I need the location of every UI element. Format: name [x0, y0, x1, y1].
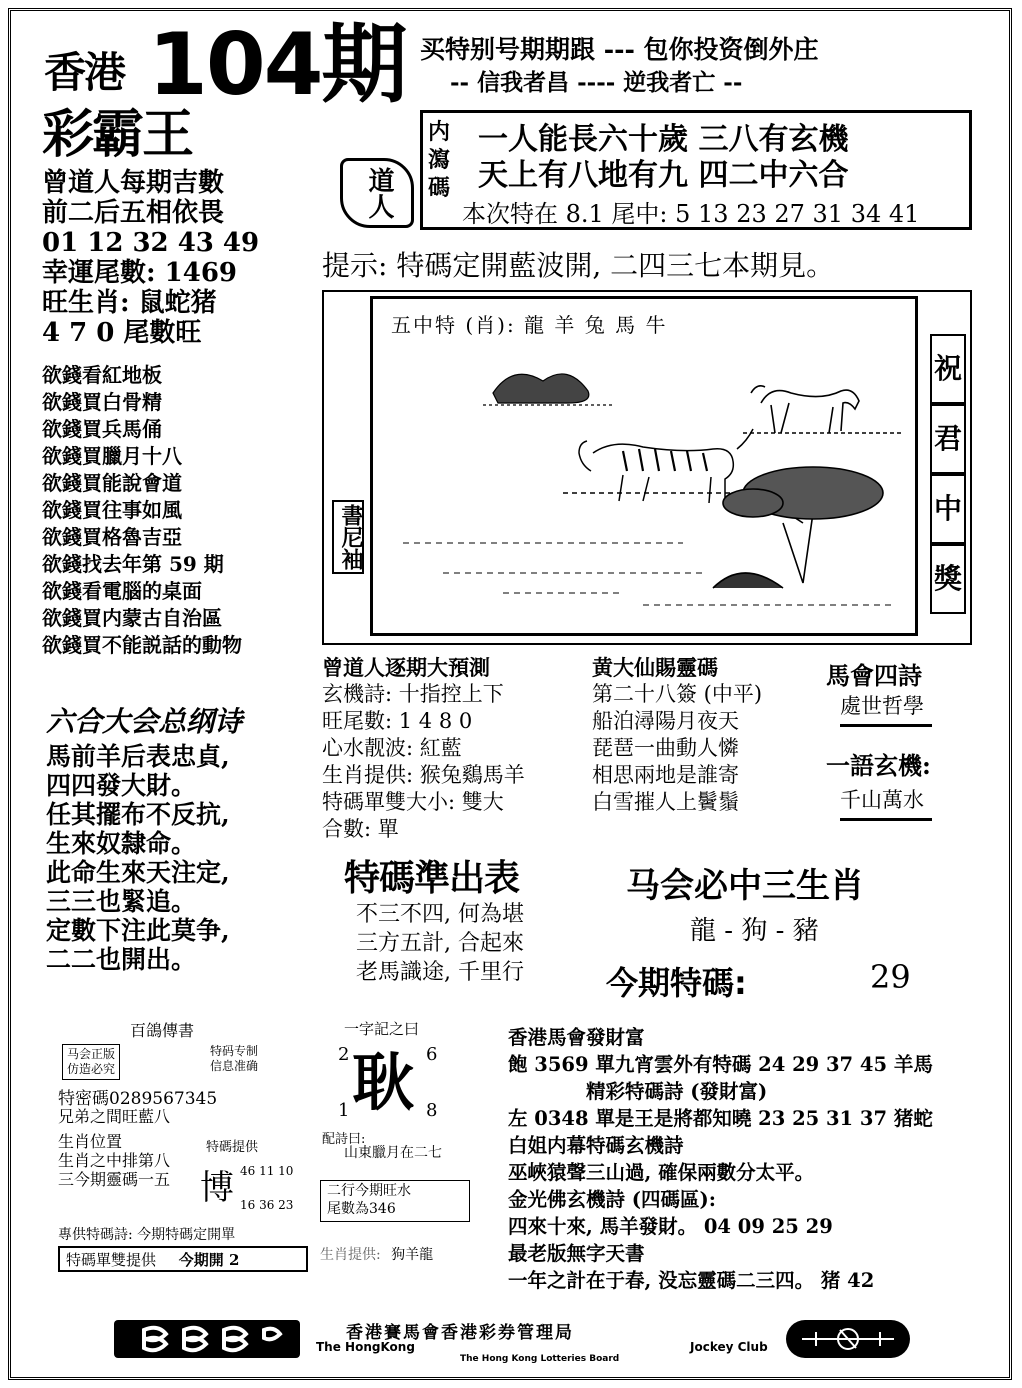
huang-daxian — [592, 654, 762, 816]
picture-left-vertical — [332, 500, 364, 574]
pigeon-single-double-label: 特碼單雙提供 — [66, 1251, 157, 1269]
riddle-1: 欲錢看紅地板 — [42, 363, 162, 387]
tema-table — [356, 900, 524, 987]
one-char-num-br: 8 — [426, 1100, 438, 1121]
riddle-3: 欲錢買兵馬俑 — [42, 417, 162, 441]
liuhe-poem-title: 六合大会总纲诗 — [46, 705, 243, 738]
br-line-9: 最老版無字天書 — [508, 1242, 645, 1265]
neixie-label-1: 内 — [428, 119, 451, 145]
left-info-6: 4 7 0 尾數旺 — [42, 318, 202, 348]
pigeon-tema-provide: 特碼提供 — [206, 1140, 259, 1155]
huang-row-3: 琵琶一曲動人憐 — [592, 736, 739, 760]
huang-row-4: 相思兩地是誰寄 — [592, 763, 739, 787]
liuhe-line-3: 任其擺布不反抗, — [46, 800, 230, 829]
header-hk: 香港 — [44, 48, 125, 97]
one-char-main: 耿 — [352, 1046, 415, 1119]
pigeon-nums-2: 16 36 23 — [240, 1198, 294, 1212]
footer-chinese: 香港賽馬會香港彩券管理局 — [346, 1323, 574, 1343]
pigeon-zodiac-pos-3: 三今期靈碼一五 — [58, 1170, 171, 1189]
left-info-1: 曾道人每期吉數 — [42, 168, 225, 198]
ground-lines — [403, 543, 893, 605]
br-line-4: 左 0348 單是王是將都知曉 23 25 31 37 猪蛇 — [508, 1107, 933, 1130]
slogan-line-2: -- 信我者昌 ---- 逆我者亡 -- — [450, 69, 743, 96]
riddle-7: 欲錢買格魯吉亞 — [42, 525, 182, 549]
liuhe-line-2: 四四發大財。 — [46, 771, 197, 800]
one-char-tail-1: 二行今期旺水 — [327, 1183, 411, 1199]
left-info-2: 前二后五相依畏 — [42, 198, 225, 228]
wish-char-2: 君 — [930, 404, 966, 474]
footer-en-1: The HongKong — [316, 1340, 415, 1354]
liuhe-line-4: 生來奴隸命。 — [46, 829, 197, 858]
neixie-line-1: 一人能長六十歲 三八有玄機 — [478, 122, 849, 157]
one-char-poem-label: 配詩曰: — [322, 1132, 366, 1147]
pigeon-nums-1: 46 11 10 — [240, 1164, 294, 1178]
riddle-11: 欲錢買不能説話的動物 — [42, 633, 242, 657]
landscape-illustration — [383, 343, 903, 628]
br-line-3: 精彩特碼詩 (發財富) — [586, 1080, 768, 1103]
pigeon-left-small-2: 仿造必究 — [67, 1062, 116, 1076]
zeng-row-1: 玄機詩: 十指控上下 — [322, 682, 504, 706]
tree-icon — [713, 467, 883, 588]
current-tema-label: 今期特碼: — [606, 964, 747, 1002]
zodiac-picture — [322, 290, 972, 645]
hint-line: 提示: 特碼定開藍波開, 二四三七本期見。 — [322, 249, 835, 282]
one-char-tail-box — [320, 1180, 470, 1222]
zeng-row-5: 特碼單雙大小: 雙大 — [322, 790, 504, 814]
footer-logo-right — [786, 1320, 910, 1358]
mystery-badge-title: 一語玄機: — [826, 751, 931, 780]
pigeon-left-small-1: 马会正版 — [67, 1047, 116, 1061]
slogan-line-1: 买特别号期期跟 --- 包你投资倒外庄 — [420, 35, 819, 64]
shrub-icon — [483, 374, 613, 405]
pigeon-zodiac-pos — [58, 1132, 170, 1189]
mystery-badge-sub: 千山萬水 — [840, 784, 932, 821]
one-char-zodiac-provide-label: 生肖提供: — [320, 1247, 381, 1263]
picture-inner-frame — [370, 296, 918, 636]
riddle-6: 欲錢買往事如風 — [42, 498, 182, 522]
picture-right-vertical — [930, 334, 966, 614]
riddle-8: 欲錢找去年第 59 期 — [42, 552, 224, 576]
one-char-title: 一字記之曰 — [344, 1020, 420, 1038]
zeng-row-4: 生肖提供: 猴兔鷄馬羊 — [322, 763, 525, 787]
pigeon-single-double-value: 今期開 2 — [178, 1251, 240, 1269]
liuhe-line-6: 三三也緊追。 — [46, 887, 197, 916]
pigeon-title: 百鴿傳書 — [130, 1021, 195, 1040]
taoist-logo — [340, 158, 414, 228]
zeng-prediction — [322, 654, 525, 843]
pigeon-right-small-2: 信息准确 — [210, 1059, 259, 1073]
liuhe-line-7: 定數下注此莫争, — [46, 916, 230, 945]
three-zodiac-title: 马会必中三生肖 — [626, 866, 864, 906]
zeng-row-3: 心水靓波: 紅藍 — [322, 736, 462, 760]
riddle-5: 欲錢買能說會道 — [42, 471, 182, 495]
huang-daxian-title: 黄大仙賜靈碼 — [592, 655, 718, 680]
neixie-line-2: 天上有八地有九 四二中六合 — [478, 158, 849, 193]
pigeon-secret-code: 特密碼0289567345 — [58, 1089, 218, 1109]
poem-badge-sub: 處世哲學 — [840, 690, 932, 727]
huang-row-2: 船泊潯陽月夜天 — [592, 709, 739, 733]
brand-title: 彩霸王 — [42, 104, 193, 165]
horse-icon — [743, 386, 903, 433]
liuhe-poem — [46, 742, 230, 974]
one-char-num-tr: 6 — [426, 1044, 438, 1065]
br-line-5: 白姐内幕特碼玄機詩 — [508, 1134, 684, 1157]
picture-caption: 五中特 (肖): 龍 羊 兔 馬 牛 — [391, 313, 668, 337]
liuhe-line-5: 此命生來天注定, — [46, 858, 230, 887]
pigeon-single-double — [58, 1246, 308, 1272]
one-char-zodiac-provide — [320, 1244, 433, 1264]
riddle-list — [42, 362, 242, 659]
footer-en-3: The Hong Kong Lotteries Board — [460, 1354, 620, 1364]
br-line-7: 金光佛玄機詩 (四碼區): — [508, 1188, 716, 1211]
left-info-4: 幸運尾數: 1469 — [42, 258, 238, 288]
huang-row-5: 白雪摧人上鬢鬚 — [592, 790, 739, 814]
jockey-club-emblem-icon — [114, 1320, 300, 1358]
zeng-row-6: 合數: 單 — [322, 817, 399, 841]
bottom-right-info — [508, 1024, 933, 1294]
three-zodiac-animals: 龍 - 狗 - 豬 — [690, 916, 819, 946]
br-line-6: 巫峽猿聲三山過, 確保兩數分太平。 — [508, 1161, 815, 1184]
br-line-8: 四來十來, 馬羊發財。 04 09 25 29 — [508, 1215, 833, 1238]
br-line-1: 香港馬會發財富 — [508, 1026, 645, 1049]
tema-table-title: 特碼準出表 — [344, 857, 520, 899]
picture-left-vertical-text: 書尼袖 — [338, 504, 364, 570]
left-info — [42, 168, 259, 348]
taoist-logo-text: 道人 — [364, 167, 394, 219]
pigeon-right-small-1: 特码专制 — [210, 1044, 259, 1058]
riddle-10: 欲錢買内蒙古自治區 — [42, 606, 222, 630]
riddle-9: 欲錢看電腦的桌面 — [42, 579, 202, 603]
left-info-5: 旺生肖: 鼠蛇猪 — [42, 288, 217, 318]
footer-en-2: Jockey Club — [690, 1340, 768, 1354]
liuhe-line-1: 馬前羊后表忠貞, — [46, 742, 230, 771]
pigeon-right-small — [210, 1044, 258, 1074]
footer-logo-left — [114, 1320, 300, 1358]
wish-char-3: 中 — [930, 474, 966, 544]
one-char-zodiac-provide-value: 狗羊龍 — [391, 1247, 434, 1263]
one-char-num-bl: 1 — [338, 1100, 350, 1121]
left-info-3: 01 12 32 43 49 — [42, 228, 260, 258]
zeng-prediction-title: 曾道人逐期大預測 — [322, 655, 490, 680]
huang-row-1: 第二十八簽 (中平) — [592, 682, 763, 706]
wish-char-1: 祝 — [930, 334, 966, 404]
br-line-2: 飽 3569 單九宵雲外有特碼 24 29 37 45 羊馬 — [508, 1053, 933, 1076]
pigeon-poem-line: 專供特碼詩: 今期特碼定開單 — [58, 1227, 236, 1243]
br-line-10: 一年之計在于春, 没忘靈碼二三四。 猪 42 — [508, 1269, 875, 1292]
wish-char-4: 獎 — [930, 544, 966, 614]
lotteries-emblem-icon — [786, 1320, 910, 1358]
riddle-2: 欲錢買白骨精 — [42, 390, 162, 414]
tema-line-2: 三方五計, 合起來 — [356, 931, 524, 956]
pigeon-left-small — [62, 1044, 120, 1080]
neixie-label — [428, 118, 458, 202]
poem-badge-title: 馬會四詩 — [826, 661, 922, 690]
current-tema-value: 29 — [870, 958, 911, 996]
tema-line-1: 不三不四, 何為堪 — [356, 902, 524, 927]
pigeon-zodiac-pos-1: 生肖位置 — [58, 1132, 123, 1151]
liuhe-line-8: 二二也開出。 — [46, 945, 197, 974]
neixie-label-3: 碼 — [428, 175, 451, 201]
issue-number: 104期 — [148, 15, 406, 115]
neixie-line-3: 本次特在 8.1 尾中: 5 13 23 27 31 34 41 — [462, 200, 920, 228]
one-char-tail-2: 尾數為346 — [327, 1201, 396, 1217]
pigeon-bo-char: 博 — [200, 1168, 234, 1208]
tema-line-3: 老馬識途, 千里行 — [356, 960, 524, 985]
riddle-4: 欲錢買臘月十八 — [42, 444, 182, 468]
neixie-label-2: 瀉 — [428, 147, 451, 173]
one-char-num-tl: 2 — [338, 1044, 350, 1065]
one-char-poem: 山東臘月在二七 — [344, 1145, 442, 1161]
pigeon-brothers: 兄弟之間旺藍八 — [58, 1107, 171, 1126]
zeng-row-2: 旺尾數: 1 4 8 0 — [322, 709, 473, 733]
pigeon-zodiac-pos-2: 生肖之中排第八 — [58, 1151, 171, 1170]
